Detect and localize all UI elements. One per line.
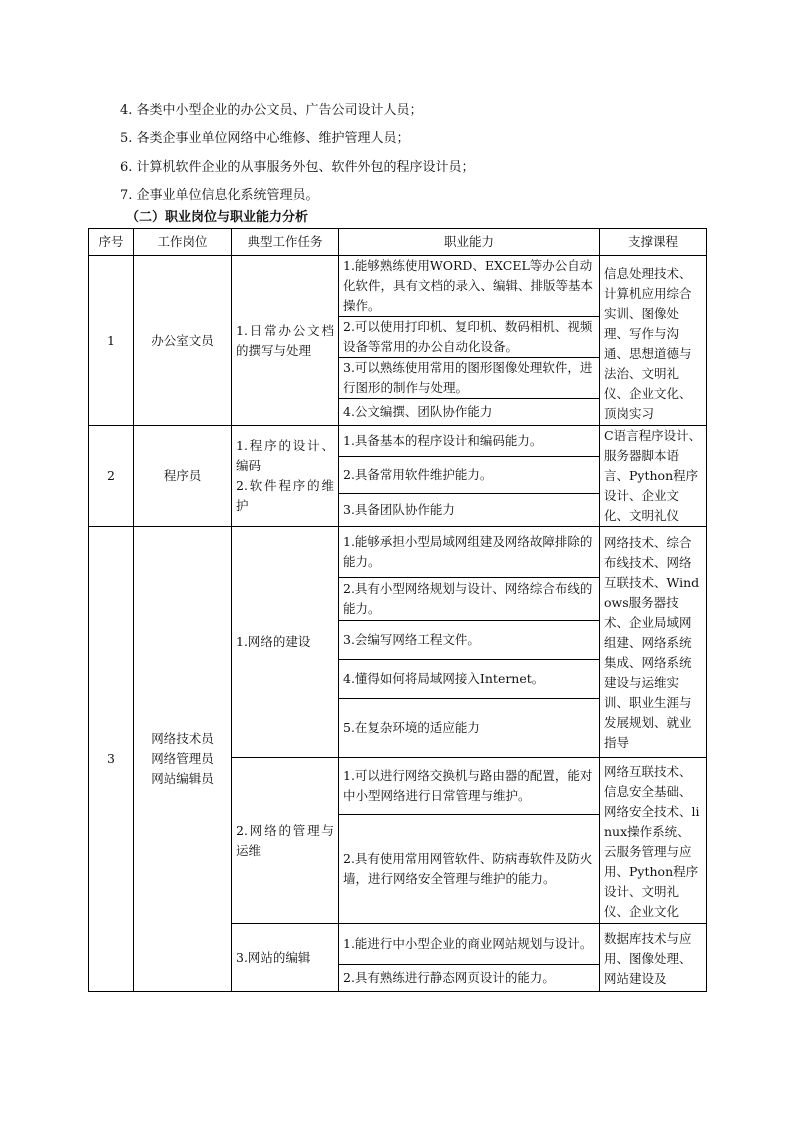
ability-cell: 2.可以使用打印机、复印机、数码相机、视频设备等常用的办公自动化设备。 xyxy=(339,317,600,358)
row-task: 3.网站的编辑 xyxy=(232,924,339,992)
ability-cell: 1.能进行中小型企业的商业网站规划与设计。 xyxy=(339,924,600,965)
course-cell: 网络互联技术、信息安全基础、网络安全技术、linux操作系统、云服务管理与应用、Python程序设计、文明礼仪、企业文化 xyxy=(600,758,707,924)
header-post: 工作岗位 xyxy=(134,229,232,256)
row-post: 程序员 xyxy=(134,426,232,527)
ability-cell: 1.可以进行网络交换机与路由器的配置，能对中小型网络进行日常管理与维护。 xyxy=(339,758,600,815)
ability-cell: 3.可以熟练使用常用的图形图像处理软件，进行图形的制作与处理。 xyxy=(339,358,600,399)
ability-cell: 2.具有小型网络规划与设计、网络综合布线的能力。 xyxy=(339,578,600,621)
header-no: 序号 xyxy=(89,229,134,256)
course-cell: 网络技术、综合布线技术、网络互联技术、Windows服务器技术、企业局域网组建、网络系统集成、网络系统建设与运维实训、职业生涯与发展规划、就业指导 xyxy=(600,527,707,758)
header-course: 支撑课程 xyxy=(600,229,707,256)
ability-cell: 2.具备常用软件维护能力。 xyxy=(339,457,600,494)
ability-cell: 3.会编写网络工程文件。 xyxy=(339,621,600,660)
ability-cell: 2.具有熟练进行静态网页设计的能力。 xyxy=(339,965,600,992)
post-line: 网站编辑员 xyxy=(151,771,214,786)
ability-cell: 1.能够熟练使用WORD、EXCEL等办公自动化软件，具有文档的录入、编辑、排版等基本操作。 xyxy=(339,256,600,317)
row-post xyxy=(134,527,232,992)
ability-cell: 3.具备团队协作能力 xyxy=(339,494,600,527)
row-task xyxy=(232,426,339,527)
ability-cell: 4.公文编撰、团队协作能力 xyxy=(339,399,600,426)
row-task: 2.网络的管理与运维 xyxy=(232,758,339,924)
course-cell: 信息处理技术、计算机应用综合实训、图像处理、写作与沟通、思想道德与法治、文明礼仪、企业文化、顶岗实习 xyxy=(600,256,707,426)
post-line: 网络技术员 xyxy=(151,731,214,746)
list-item: 6. 计算机软件企业的从事服务外包、软件外包的程序设计员； xyxy=(120,159,475,175)
intro-list xyxy=(120,97,475,211)
task-line: 1.程序的设计、编码 xyxy=(236,438,334,473)
ability-cell: 1.具备基本的程序设计和编码能力。 xyxy=(339,426,600,457)
ability-cell: 1.能够承担小型局域网组建及网络故障排除的能力。 xyxy=(339,527,600,578)
list-item: 7. 企事业单位信息化系统管理员。 xyxy=(120,188,319,204)
row-no: 2 xyxy=(89,426,134,527)
course-cell: 数据库技术与应用、图像处理、网站建设及 xyxy=(600,924,707,992)
ability-cell: 2.具有使用常用网管软件、防病毒软件及防火墙，进行网络安全管理与维护的能力。 xyxy=(339,815,600,924)
post-line: 网络管理员 xyxy=(151,751,214,766)
course-cell: C语言程序设计、服务器脚本语言、Python程序设计、企业文化、文明礼仪 xyxy=(600,426,707,527)
header-ability: 职业能力 xyxy=(339,229,600,256)
row-task: 1.日常办公文档的撰写与处理 xyxy=(232,256,339,426)
task-line: 2.软件程序的维护 xyxy=(236,478,334,513)
ability-cell: 5.在复杂环境的适应能力 xyxy=(339,699,600,758)
ability-cell: 4.懂得如何将局域网接入Internet。 xyxy=(339,660,600,699)
row-post: 办公室文员 xyxy=(134,256,232,426)
row-task: 1.网络的建设 xyxy=(232,527,339,758)
table-header-row xyxy=(89,229,707,256)
header-task: 典型工作任务 xyxy=(232,229,339,256)
list-item: 5. 各类企事业单位网络中心维修、维护管理人员； xyxy=(120,131,410,147)
table-row xyxy=(89,426,707,457)
table-row xyxy=(89,256,707,317)
table-row xyxy=(89,527,707,578)
list-item: 4. 各类中小型企业的办公文员、广告公司设计人员； xyxy=(120,103,423,118)
row-no: 3 xyxy=(89,527,134,992)
row-no: 1 xyxy=(89,256,134,426)
section-title: （二）职业岗位与职业能力分析 xyxy=(126,210,309,225)
job-ability-table xyxy=(88,228,707,992)
